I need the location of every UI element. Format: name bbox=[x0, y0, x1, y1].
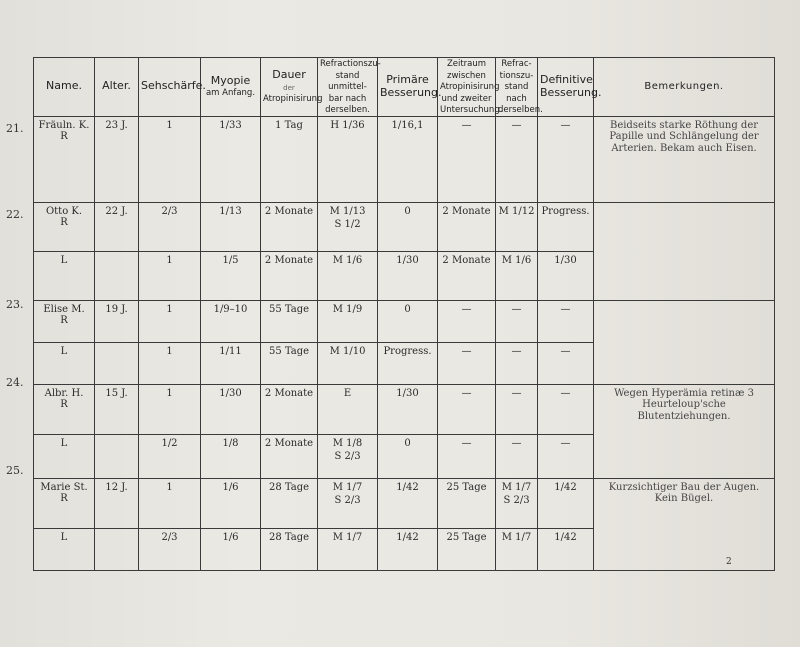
cell-refr2: — bbox=[496, 434, 538, 478]
col-header-myopie: Myopie am Anfang. bbox=[201, 58, 261, 117]
cell-alter: 23 J. bbox=[95, 116, 139, 202]
cell-name: Otto K. R bbox=[34, 202, 95, 251]
cell-name: L bbox=[34, 342, 95, 384]
cell-refr: E bbox=[318, 384, 378, 434]
cell-myopie: 1/33 bbox=[201, 116, 261, 202]
cell-refr2: M 1/12 bbox=[496, 202, 538, 251]
cell-dauer: 2 Monate bbox=[261, 384, 318, 434]
col-header-name: Name. bbox=[34, 58, 95, 117]
cell-zeitraum: 2 Monate bbox=[438, 251, 496, 300]
cell-myopie: 1/8 bbox=[201, 434, 261, 478]
cell-primaer: 0 bbox=[378, 434, 438, 478]
cell-refr: M 1/10 bbox=[318, 342, 378, 384]
cell-refr: M 1/7 bbox=[318, 528, 378, 570]
cell-refr: H 1/36 bbox=[318, 116, 378, 202]
cell-alter: 15 J. bbox=[95, 384, 139, 434]
cell-name: L bbox=[34, 434, 95, 478]
cell-alter: 12 J. bbox=[95, 478, 139, 528]
cell-primaer: 1/30 bbox=[378, 384, 438, 434]
cell-myopie: 1/5 bbox=[201, 251, 261, 300]
cell-remark bbox=[594, 300, 775, 384]
cell-alter bbox=[95, 251, 139, 300]
cell-primaer: Progress. bbox=[378, 342, 438, 384]
cell-dauer: 2 Monate bbox=[261, 434, 318, 478]
table-row bbox=[34, 116, 775, 202]
cell-refr2: — bbox=[496, 384, 538, 434]
col-header-primaere: Primäre Besserung. bbox=[378, 58, 438, 117]
cell-primaer: 1/42 bbox=[378, 478, 438, 528]
col-header-refraction-later: Refrac- tionszu- stand nach derselben. bbox=[496, 58, 538, 117]
cell-refr: M 1/7 S 2/3 bbox=[318, 478, 378, 528]
cell-refr: M 1/13 S 1/2 bbox=[318, 202, 378, 251]
cell-myopie: 1/9–10 bbox=[201, 300, 261, 342]
cell-refr: M 1/6 bbox=[318, 251, 378, 300]
cell-primaer: 1/42 bbox=[378, 528, 438, 570]
cell-name: Elise M. R bbox=[34, 300, 95, 342]
cell-zeitraum: — bbox=[438, 342, 496, 384]
cell-refr2: — bbox=[496, 300, 538, 342]
cell-name: L bbox=[34, 528, 95, 570]
cell-primaer: 1/30 bbox=[378, 251, 438, 300]
cell-remark: Beidseits starke Röthung der Papille und Schlängelung der Arterien. Bekam auch Eisen. bbox=[594, 116, 775, 202]
cell-myopie: 1/30 bbox=[201, 384, 261, 434]
table-row bbox=[34, 384, 775, 434]
table-row bbox=[34, 300, 775, 342]
cell-refr: M 1/8 S 2/3 bbox=[318, 434, 378, 478]
cell-alter bbox=[95, 434, 139, 478]
cell-name: Fräuln. K. R bbox=[34, 116, 95, 202]
cell-name: Albr. H. R bbox=[34, 384, 95, 434]
cell-primaer: 0 bbox=[378, 202, 438, 251]
cell-seh: 1/2 bbox=[139, 434, 201, 478]
patient-table bbox=[33, 57, 775, 571]
cell-myopie: 1/11 bbox=[201, 342, 261, 384]
cell-seh: 1 bbox=[139, 116, 201, 202]
cell-seh: 1 bbox=[139, 300, 201, 342]
cell-name: Marie St. R bbox=[34, 478, 95, 528]
cell-alter: 19 J. bbox=[95, 300, 139, 342]
col-header-alter: Alter. bbox=[95, 58, 139, 117]
row-number: 21. bbox=[6, 122, 24, 135]
col-header-bemerkungen: Bemerkungen. bbox=[594, 58, 775, 117]
cell-zeitraum: 25 Tage bbox=[438, 478, 496, 528]
cell-seh: 2/3 bbox=[139, 202, 201, 251]
cell-dauer: 28 Tage bbox=[261, 528, 318, 570]
cell-zeitraum: 25 Tage bbox=[438, 528, 496, 570]
row-number: 25. bbox=[6, 464, 24, 477]
page-number: 2 bbox=[726, 557, 732, 567]
cell-myopie: 1/6 bbox=[201, 478, 261, 528]
cell-alter bbox=[95, 342, 139, 384]
col-header-zeitraum: Zeitraum zwischen Atropinisirung und zweiter Untersuchung. bbox=[438, 58, 496, 117]
cell-refr2: — bbox=[496, 342, 538, 384]
cell-seh: 1 bbox=[139, 478, 201, 528]
cell-name: L bbox=[34, 251, 95, 300]
cell-zeitraum: — bbox=[438, 434, 496, 478]
cell-dauer: 55 Tage bbox=[261, 300, 318, 342]
cell-myopie: 1/13 bbox=[201, 202, 261, 251]
cell-alter bbox=[95, 528, 139, 570]
cell-definitiv: 1/30 bbox=[538, 251, 594, 300]
table-row bbox=[34, 202, 775, 251]
cell-zeitraum: — bbox=[438, 116, 496, 202]
row-number: 23. bbox=[6, 298, 24, 311]
cell-refr: M 1/9 bbox=[318, 300, 378, 342]
cell-definitiv: — bbox=[538, 384, 594, 434]
cell-dauer: 2 Monate bbox=[261, 202, 318, 251]
cell-dauer: 55 Tage bbox=[261, 342, 318, 384]
cell-remark bbox=[594, 202, 775, 300]
cell-definitiv: — bbox=[538, 116, 594, 202]
row-number: 24. bbox=[6, 376, 24, 389]
col-header-dauer: Dauer der Atropinisirung bbox=[261, 58, 318, 117]
cell-zeitraum: — bbox=[438, 384, 496, 434]
cell-refr2: M 1/7 S 2/3 bbox=[496, 478, 538, 528]
cell-dauer: 1 Tag bbox=[261, 116, 318, 202]
cell-seh: 1 bbox=[139, 251, 201, 300]
cell-seh: 1 bbox=[139, 342, 201, 384]
table-row bbox=[34, 478, 775, 528]
cell-refr2: M 1/6 bbox=[496, 251, 538, 300]
cell-definitiv: — bbox=[538, 434, 594, 478]
cell-definitiv: — bbox=[538, 300, 594, 342]
cell-zeitraum: — bbox=[438, 300, 496, 342]
col-header-refraction-after: Refractionszu- stand unmittel- bar nach derselben. bbox=[318, 58, 378, 117]
cell-definitiv: 1/42 bbox=[538, 478, 594, 528]
col-header-sehschaerfe: Sehschärfe. bbox=[139, 58, 201, 117]
cell-refr2: M 1/7 bbox=[496, 528, 538, 570]
cell-primaer: 1/16,1 bbox=[378, 116, 438, 202]
cell-definitiv: 1/42 bbox=[538, 528, 594, 570]
row-number: 22. bbox=[6, 208, 24, 221]
cell-seh: 1 bbox=[139, 384, 201, 434]
cell-alter: 22 J. bbox=[95, 202, 139, 251]
cell-zeitraum: 2 Monate bbox=[438, 202, 496, 251]
cell-primaer: 0 bbox=[378, 300, 438, 342]
cell-definitiv: Progress. bbox=[538, 202, 594, 251]
col-header-definitive: Definitive Besserung. bbox=[538, 58, 594, 117]
header-row bbox=[34, 58, 775, 117]
cell-definitiv: — bbox=[538, 342, 594, 384]
cell-dauer: 2 Monate bbox=[261, 251, 318, 300]
cell-refr2: — bbox=[496, 116, 538, 202]
cell-myopie: 1/6 bbox=[201, 528, 261, 570]
cell-remark: Kurzsichtiger Bau der Augen. Kein Bügel. bbox=[594, 478, 775, 570]
cell-seh: 2/3 bbox=[139, 528, 201, 570]
cell-remark: Wegen Hyperämia retinæ 3 Heurteloup'sche Blutentziehungen. bbox=[594, 384, 775, 478]
cell-dauer: 28 Tage bbox=[261, 478, 318, 528]
